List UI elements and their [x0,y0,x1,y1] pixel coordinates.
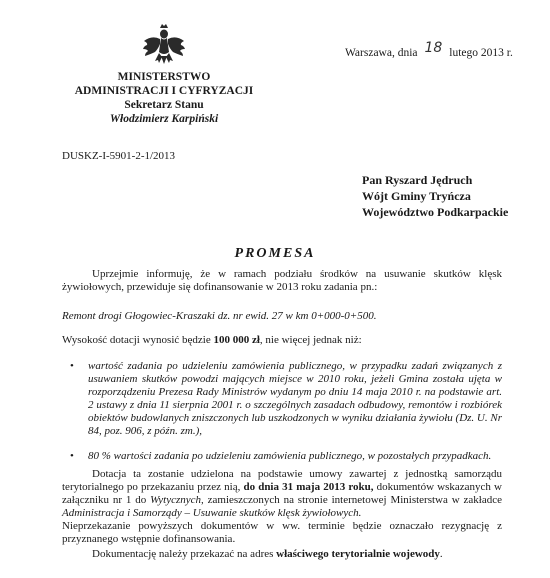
amount-suffix: , nie więcej jednak niż: [259,334,362,346]
ministry-header [30,70,298,126]
deadline: do dnia 31 maja 2013 roku, [243,481,374,493]
bullet-icon: • [70,360,74,372]
guidelines-ref: Wytycznych, [150,494,204,506]
amount-prefix: Wysokość dotacji wynosić będzie [62,334,214,346]
conditions-list [62,360,502,475]
date-prefix: Warszawa, dnia [345,47,418,59]
addressee-block [362,172,508,220]
addressee-office: Wójt Gminy Tryńcza [362,189,471,203]
list-item [62,360,502,438]
text-segment: Dotacja ta zostanie udzielona na podstawie umowy zawartej z jednostką samorządu terytorialnego po przekazaniu przez nią, [62,468,502,493]
signatory-position: Sekretarz Stanu [124,99,204,111]
list-item [62,450,502,463]
date-suffix: lutego 2013 r. [449,47,513,59]
addressee-region: Województwo Podkarpackie [362,205,509,219]
paragraph-delivery [62,548,502,561]
text-segment: zamieszczonych na stronie internetowej Ministerstwa w zakładce [203,494,503,506]
paragraph-intro: Uprzejmie informuję, że w ramach podziału środków na usuwanie skutków klęsk żywiołowych, przewiduje się dofinansowanie w 2013 roku zadania pn.: [62,268,502,293]
document-title: PROMESA [234,246,316,261]
letter-date [345,40,513,60]
date-day-handwritten: 18 [424,40,443,56]
list-item-text: wartość zadania po udzieleniu zamówienia publicznego, w przypadku zadań związanych z usuwaniem skutków powodzi mających miejsce w 2010 roku, jeżeli Gmina została ujęta w rozporządzeniu Prezesa Rady Ministrów wydanym po dniu 14 maja 2010 r. na podstawie art. 2 ustawy z dnia 11 sierpnia 2001 r. o szczególnych zasadach odbudowy, remontów i rozbiórek obiektów budowlanych zniszczonych lub uszkodzonych w wyniku działania żywiołu (Dz. U. Nr 84, poz. 906, z późn. zm.), [88,360,502,437]
text-segment: dokumentów wskazanych w załączniku nr 1 do [62,481,502,506]
paragraph-conditions [62,468,502,520]
polish-eagle-emblem-icon [141,22,187,68]
voivode-address: właściwego terytorialnie wojewody [276,548,440,560]
text-segment: Dokumentację należy przekazać na adres [92,548,277,560]
list-item-text: 80 % wartości zadania po udzieleniu zamówienia publicznego, w pozostałych przypadkach. [88,450,492,462]
addressee-name: Pan Ryszard Jędruch [362,173,473,187]
paragraph-resignation: Nieprzekazanie powyższych dokumentów w ww. terminie będzie oznaczało rezygnację z przyznanego wstępnie dofinansowania. [62,520,502,545]
paragraph-amount [62,334,502,347]
ministry-name-line1: MINISTERSTWO [117,71,211,83]
signatory-name: Włodzimierz Karpiński [109,113,219,125]
grant-amount: 100 000 zł [213,334,260,346]
reference-number: DUSKZ-I-5901-2-1/2013 [62,150,176,162]
task-name: Remont drogi Głogowiec-Kraszaki dz. nr ewid. 27 w km 0+000-0+500. [62,310,377,322]
bullet-icon: • [70,450,74,462]
ministry-name-line2: ADMINISTRACJI I CYFRYZACJI [74,85,254,97]
website-section-ref: Administracja i Samorządy – Usuwanie skutków klęsk żywiołowych. [62,507,362,519]
text-segment: . [439,548,443,560]
